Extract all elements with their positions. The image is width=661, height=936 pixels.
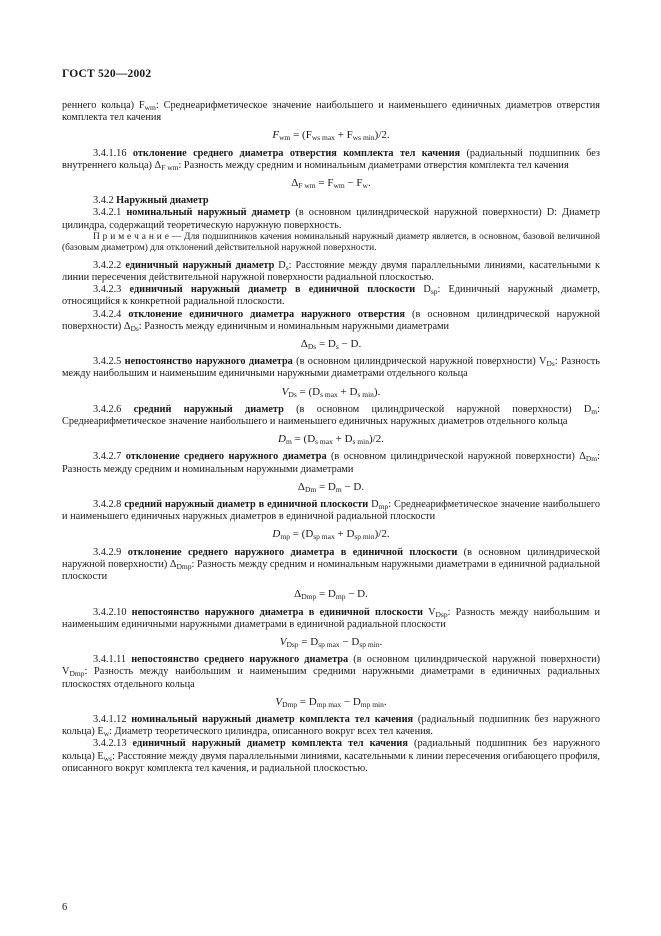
section-3-4-2-4: 3.4.2.4 отклонение единичного диаметра наружного отверстия (в основном цилиндрической наружной поверхности) $\Delta_{Ds}$: Разность между единичным и номинальным наружными диаметрами [62, 308, 601, 333]
section-3-4-2-5: 3.4.2.5 непостоянство наружного диаметра (в основном цилиндрической наружной поверхности) $V_{Ds}$: Разность между наибольшим и наименьшим единичными наружными диаметрами отдельного кольца [62, 356, 600, 380]
section-3-4-2-3: 3.4.2.3 единичный наружный диаметр в единичной плоскости $D_{sp}$: Единичный наружный диаметр, относящийся к конкретной радиальной плоскости. [62, 284, 600, 308]
section-3-4-2-heading: 3.4.2 Наружный диаметр [93, 195, 209, 207]
note: П р и м е ч а н и е — Для подшипников качения номинальный наружный диаметр является, в основном, базовой величиной (базовым диаметром) для отклонений действительной наружной поверхности. [62, 231, 600, 254]
section-3-4-2-6: 3.4.2.6 средний наружный диаметр (в основном цилиндрической наружной поверхности) $D_m$: Среднеарифметическое значение наибольшего и наименьшего единичных наружных диаметров отдельного кольца [62, 403, 600, 428]
section-3-4-2-9: 3.4.2.9 отклонение среднего наружного диаметра в единичной плоскости (в основном цилиндрической наружной поверхности) $\Delta_{Dmp}$: Разность между средним и номинальным наружными диаметрами в единичной радиальной плоскости [62, 546, 600, 583]
section-3-4-1-11: 3.4.1.11 непостоянство среднего наружного диаметра (в основном цилиндрической наружной поверхности) $V_{Dmp}$: Разность между наибольшим и наименьшим средними наружными диаметрами в единичных радиальных плоскостях отдельного кольца [62, 654, 601, 690]
formula-dm: $D_m = (D_{s max} + D_{s min})/2$. [278, 433, 384, 447]
formula-delta-dmp: $\Delta_{Dmp} = D_{mp} - D$. [294, 588, 368, 602]
document-body [62, 100, 600, 775]
paragraph-continuation: реннего кольца) $F_{wm}$: Среднеарифметическое значение наибольшего и наименьшего единичных диаметров отверстия комплекта тел качения [62, 100, 601, 124]
document-header: ГОСТ 520—2002 [62, 68, 152, 80]
formula-fwm: $F_{wm} = (F_{ws max} + F_{ws min})/2$. [272, 129, 390, 143]
formula-vdsp: $V_{Dsp} = D_{sp max} - D_{sp min}$. [279, 635, 383, 649]
section-3-4-2-7: 3.4.2.7 отклонение среднего наружного диаметра (в основном цилиндрической наружной поверхности) $\Delta_{Dm}$: Разность между средним и номинальным наружными диаметрами [62, 451, 600, 475]
formula-delta-ds: $\Delta_{Ds} = D_s - D$. [300, 338, 362, 352]
section-3-4-2-8: 3.4.2.8 средний наружный диаметр в единичной плоскости $D_{mp}$: Среднеарифметическое значение наибольшего и наименьшего единичных наружных диаметров в единичной радиальной плоскости [62, 499, 601, 523]
section-3-4-2-13: 3.4.2.13 единичный наружный диаметр комплекта тел качения (радиальный подшипник без наружного кольца) $E_{ws}$: Расстояние между двумя параллельными линиями, касательными к линии пересечения огибающего профиля, описанного вокруг комплекта тел качения, и радиальной плоскостью. [62, 738, 600, 774]
formula-delta-fwm: $\Delta_{F wm} = F_{wm} - F_w$. [291, 177, 371, 191]
page-number: 6 [62, 902, 68, 913]
formula-vdmp: $V_{Dmp} = D_{mp max} - D_{mp min}$. [275, 695, 387, 709]
formula-dmp: $D_{mp} = (D_{sp max} + D_{sp min})/2$. [272, 528, 390, 542]
section-3-4-2-2: 3.4.2.2 единичный наружный диаметр $D_s$: Расстояние между двумя параллельными линиями, касательными к линии пересечения действительной наружной поверхности радиальной плоскостью. [62, 259, 600, 284]
section-3-4-1-12: 3.4.1.12 номинальный наружный диаметр комплекта тел качения (радиальный подшипник без наружного кольца) $E_w$: Диаметр теоретического цилиндра, описанного вокруг всех тел качения. [62, 713, 600, 739]
section-3-4-2-1: 3.4.2.1 номинальный наружный диаметр (в основном цилиндрической наружной поверхности) D: Диаметр цилиндра, содержащий теоретическую наружную поверхность. [62, 207, 601, 231]
formula-delta-dm: $\Delta_{Dm} = D_m - D$. [297, 480, 365, 494]
section-3-4-1-16: 3.4.1.16 отклонение среднего диаметра отверстия комплекта тел качения (радиальный подшипник без внутреннего кольца) $\Delta_{F wm}$: Разность между средним и номинальным диаметрами отверстия комплекта тел качения [62, 147, 601, 172]
section-3-4-2-10: 3.4.2.10 непостоянство наружного диаметра в единичной плоскости $V_{Dsp}$: Разность между наибольшим и наименьшим единичными наружными диаметрами в единичной радиальной плоскости [62, 606, 600, 630]
formula-vds: $V_{Ds} = (D_{s max} + D_{s min})$. [281, 385, 381, 399]
